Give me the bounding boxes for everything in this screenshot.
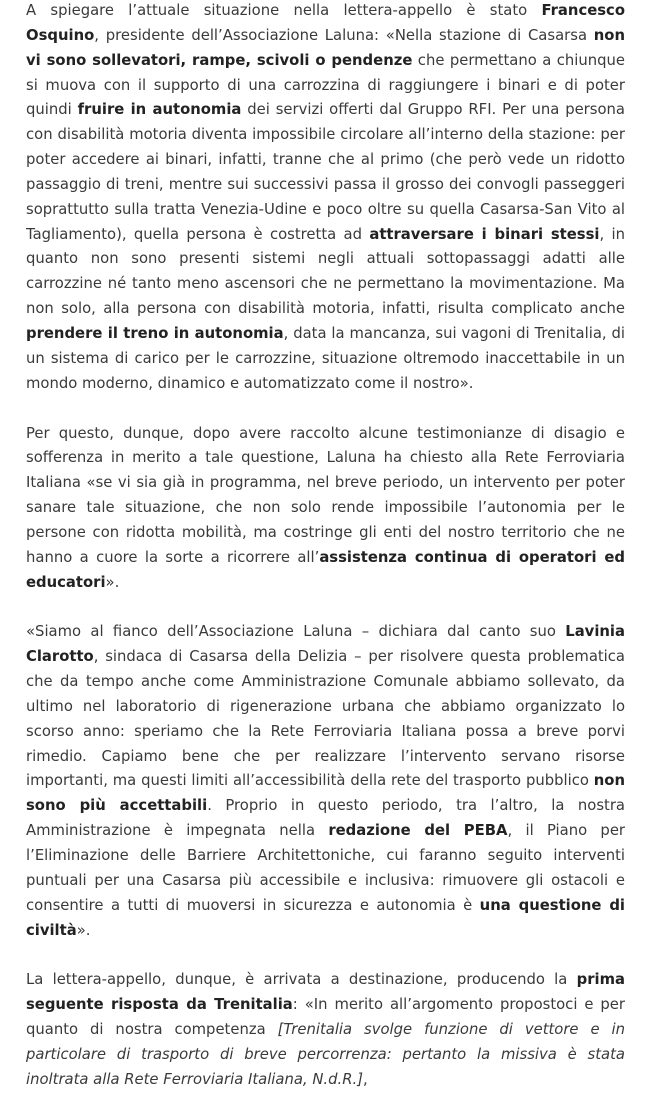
article-paragraph bbox=[26, 422, 625, 596]
text-run: , in quanto non sono presenti sistemi negli attuali sottopassaggi adatti alle carrozzine né tanto meno ascensori che ne permettano la movimentazione. Ma non solo, alla persona con disabilità motoria, infatti, risulta complicato anche bbox=[26, 225, 625, 318]
text-run: , sindaca di Casarsa della Delizia – per risolvere questa problematica che da tempo anche come Amministrazione Comunale abbiamo sollevato, da ultimo nel laboratorio di rigenerazione urbana che abbiamo organizzato lo scorso anno: speriamo che la Rete Ferroviaria Italiana possa a breve porvi rimedio. Capiamo bene che per realizzare l’intervento servano risorse importanti, ma questi limiti all’accessibilità della rete del trasporto pubblico bbox=[26, 648, 625, 790]
text-run: , presidente dell’Associazione Laluna: «Nella stazione di Casarsa bbox=[94, 26, 594, 44]
text-run: A spiegare l’attuale situazione nella lettera-appello è stato bbox=[26, 2, 542, 19]
bold-text: fruire in autonomia bbox=[77, 101, 242, 119]
text-run: , il Piano per l’Eliminazione delle Barriere Architettoniche, cui faranno seguito interventi puntuali per una Casarsa più accessibile e inclusiva: rimuovere gli ostacoli e consentire a tutti di muoversi in sicurezza e autonomia è bbox=[26, 822, 626, 914]
bold-text: Francesco Osquino bbox=[26, 2, 625, 44]
text-run: . Proprio in questo periodo, tra l’altro, la nostra Amministrazione è impegnata nella bbox=[26, 797, 625, 840]
text-run: che permettano a chiunque si muova con il supporto di una carrozzina di raggiungere i binari e di poter quindi bbox=[26, 51, 625, 119]
bold-text: prima seguente risposta da Trenitalia bbox=[26, 971, 625, 1014]
text-run: dei servizi offerti dal Gruppo RFI. Per una persona con disabilità motoria diventa impossibile circolare all’interno della stazione: per poter accedere ai binari, infatti, tranne che al primo (che però vede un ridotto passaggio di treni, mentre sui successivi passa il grosso dei convogli passeggeri soprattutto sulla tratta Venezia-Udine e poco oltre su quella Casarsa-San Vito al Tagliamento), quella persona è costretta ad bbox=[26, 101, 625, 243]
bold-text: una questione di civiltà bbox=[26, 896, 625, 939]
article-body bbox=[26, 0, 625, 1118]
bold-text: non vi sono sollevatori, rampe, scivoli o pendenze bbox=[26, 26, 625, 69]
text-run: ». bbox=[76, 921, 91, 939]
article-paragraph bbox=[26, 968, 625, 1092]
article-paragraph bbox=[26, 620, 625, 943]
bold-text: redazione del PEBA bbox=[328, 822, 508, 840]
bold-text: assistenza continua di operatori ed educatori bbox=[26, 548, 625, 591]
bold-text: non sono più accettabili bbox=[26, 772, 625, 815]
text-run: , data la mancanza, sui vagoni di Trenitalia, di un sistema di carico per le carrozzine, situazione oltremodo inaccettabile in un mondo moderno, dinamico e automatizzato come il nostro». bbox=[26, 324, 625, 392]
text-run: «Siamo al fianco dell’Associazione Laluna – dichiara dal canto suo bbox=[26, 623, 566, 641]
bold-text: Lavinia Clarotto bbox=[26, 623, 625, 666]
italic-text: [Trenitalia svolge funzione di vettore e in particolare di trasporto di breve percorrenza: pertanto la missiva è stata inoltrata alla Rete Ferroviaria Italiana, N.d.R.] bbox=[26, 1021, 625, 1088]
text-run: : «In merito all’argomento propostoci e per quanto di nostra competenza bbox=[26, 996, 625, 1039]
text-run: , bbox=[362, 1070, 368, 1088]
bold-text: prendere il treno in autonomia bbox=[26, 324, 284, 342]
bold-text: attraversare i binari stessi bbox=[369, 225, 600, 243]
text-run: ». bbox=[105, 573, 120, 591]
article-paragraph bbox=[26, 0, 625, 397]
text-run: Per questo, dunque, dopo avere raccolto alcune testimonianze di disagio e sofferenza in merito a tale questione, Laluna ha chiesto alla Rete Ferroviaria Italiana «se vi sia già in programma, nel breve periodo, un intervento per poter sanare tale situazione, che non solo rende impossibile l’autonomia per le persone con ridotta mobilità, ma costringe gli enti del nostro territorio che ne hanno a cuore la sorte a ricorrere all’ bbox=[26, 424, 625, 566]
text-run: La lettera-appello, dunque, è arrivata a destinazione, producendo la bbox=[26, 971, 577, 989]
